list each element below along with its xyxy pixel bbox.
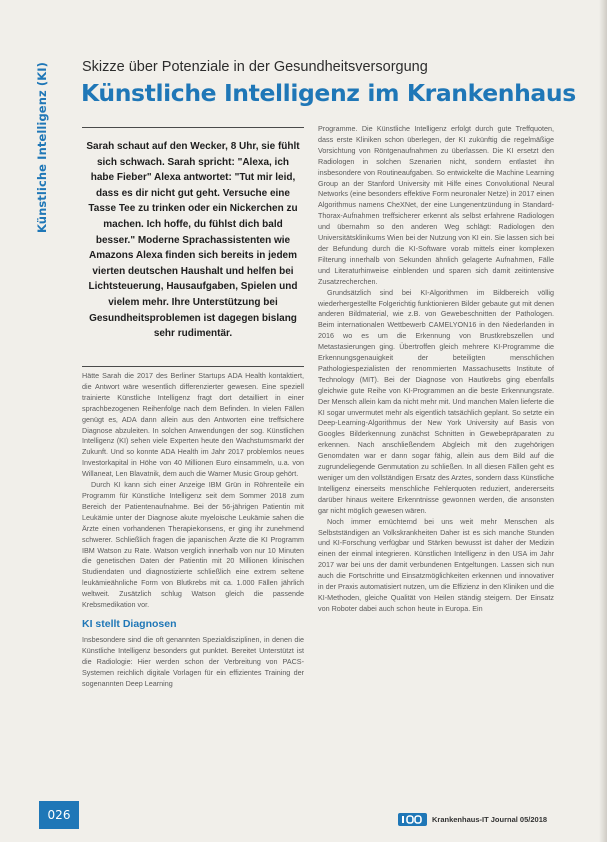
right-column — [318, 124, 554, 796]
left-column — [82, 371, 304, 796]
article-kicker: Skizze über Potenziale in der Gesundheitsversorgung — [82, 59, 428, 75]
journal-issue: Krankenhaus-IT Journal 05/2018 — [432, 814, 548, 824]
body-paragraph: Noch immer ernüchternd bei uns weit mehr Menschen als Selbstständigen an Volkskrankheiten Daher ist es sich manche Stunden und KI-Forschung verfügbar und Stärken bewusst ist daher der Medizin einen der einmal integrieren. Künstlichen Intelligenz in den USA im Jahr 2017 war bei uns der damit verbundenen Entgeltungen. Lassen sich nun auch die Fortschritte und Einsatzmöglichkeiten erkennen und innovativer in der Praxis automatisiert nutzen, um die Effizienz in den Kliniken und die KI-Methoden, gleiche Qualität von Heilen ständig steigern. Der Einsatz von Roboter dabei auch schon heute in Europa. Ein — [318, 516, 554, 613]
section-tab-label: Künstliche Intelligenz (KI) — [35, 62, 49, 234]
article-lead: Sarah schaut auf den Wecker, 8 Uhr, sie fühlt sich schwach. Sarah spricht: "Alexa, ich habe Fieber" Alexa antwortet: "Tut mir leid, dass es dir nicht gut geht. Versuche eine Tasse Tee zu trinken oder ein Nickerchen zu machen. Ich hoffe, du fühlst dich bald besser." Moderne Sprachassistenten wie Amazons Alexa finden sich bereits in jedem vierten deutschen Haushalt und helfen bei Lichtsteuerung, Hausaufgaben, Spielen und vielem mehr. Ihre Unterstützung bei Gesundheitsproblemen ist dagegen bislang sehr rudimentär. — [82, 127, 304, 367]
article-title: Künstliche Intelligenz im Krankenhaus — [81, 79, 576, 107]
page-number — [39, 801, 79, 829]
page-edge-shadow — [599, 0, 607, 842]
section-tab — [34, 26, 50, 270]
body-paragraph: Hätte Sarah die 2017 des Berliner Startups ADA Health kontaktiert, die Antwort wäre wesentlich differenzierter gewesen. Eine speziell trainierte Künstliche Intelligenz fragt dort detailliert in einer sprachbezogenen Reihenfolge nach dem Befinden. In vielen Fällen genügt es, ADA dann allein aus den Antworten eine treffsichere Diagnose abzuleiten. In solchen Anwendungen der sog. Künstlichen Intelligenz (KI) sehen viele Experten heute den Wachstumsmarkt der Zukunft. Und so konnte ADA Health im Jahr 2017 problemlos neues Investorkapital in Höhe von 40 Millionen Euro einsammeln, u.a. von Willaneat, Len Blavatnik, dem auch die Warner Music Group gehört. — [82, 371, 304, 479]
section-subheading: KI stellt Diagnosen — [82, 617, 177, 630]
journal-logo-icon — [398, 813, 427, 826]
body-paragraph: Grundsätzlich sind bei KI-Algorithmen im Bildbereich völlig wiederhergestellte Folgerichtig funktionieren Bilder gebaute gut mit denen anderen Bildmaterial, wie z.B. von Gewebeschnitten der Pathologen. Beim internationalen Wettbewerb CAMELYON16 in den Niederlanden in 2016 wo es um die Erkennung von Brustkrebszellen und Metastasierungen ging. Übertroffen gleich mehrere KI-Programme die Erkennungsgenauigkeit der beteiligten menschlichen Pathologiespezialisten der renommierten Massachusetts Institute of Technology (MIT). Bei der Diagnose von Hautkrebs ging ebenfalls gleichwie gute Reihe von KI-Programmen an die beste Erkennungsrate. Der Mensch allein kam da nicht mehr mit. Und manchen Malen lieferte die KI sogar unvermutet mehr als eigentlich tatsächlich geplant. So setzte ein Deep-Learning-Algorithmus der New York University auf Basis von Googles Bilderkennung zunächst Schnitten in Gewebepräparaten zu erkennen. Nach anschließendem Abgleich mit den zugehörigen Genomdaten war er dann sogar fähig, allein aus dem Bild auf die zugrundeliegende Genmutation zu schließen. In all diesen Fällen geht es weniger um den vollständigen Ersatz des Arztes, sondern dass Künstliche Intelligenz einerseits menschliche Fehlerquoten reduziert, andererseits darüber hinaus weitere Erkenntnisse gewonnen werden, die ansonsten gar nicht möglich gewesen wären. — [318, 287, 554, 515]
body-paragraph: Programme. Die Künstliche Intelligenz erfolgt durch gute Treffquoten, dass erste Kliniken schon überlegen, der KI zukünftig die regelmäßige Vorsichtung von Röntgenaufnahmen zu überlassen. Die KI ersetzt den Radiologen in solchen Szenarien nicht, sondern entlastet ihn insbesondere von Routineaufgaben. So entwickelte die Machine Learning Group an der Stanford University mit Hilfe eines Convolutional Neural Networks (eine besonders effektive Form neuronaler Netze) in 2017 einen Algorithmus namens CheXNet, der eine Lungenentzündung in Standard-Thorax-Aufnahmen treffsicherer erkennt als selbst erfahrene Radiologen und übernahm so den anderen Weg schlägt: Radiologen den Universitätsklinikums Wien bei der Nutzung von KI ein. Sie lassen sich bei der Befundung durch die KI-Software vorab mittels einer komplexen Filterung innerhalb von Sekunden ähnlich gelagerte Aufnahmen, Fälle und Literaturhinweise einblenden und sparen sich damit zeitintensive Zusatzrecherchen. — [318, 124, 554, 286]
page-number-label: 026 — [47, 808, 71, 822]
body-paragraph: Durch KI kann sich einer Anzeige IBM Grün in Röhrenteile ein Programm für Künstliche Intelligenz seit dem Sommer 2018 zum Bereich der Patientenaufnahme. Bei der 56-jährigen Patientin mit Leukämie unter der Diagnose akute myeloische Leukämie sahen die Ärzte einen vorhandenen Therapiekonsens, er ging ihr zunehmend schwerer. Schließlich fragen die japanischen Ärzte die KI Programm IBM Watson zu Rate. Watson verglich innerhalb von nur 10 Minuten die genetischen Daten der Patientin mit 20 Millionen klinischen Studiendaten und diagnostizierte schließlich eine extrem seltene leukämieähnliche Form von Blutkrebs mit ca. 1.000 Fällen jährlich weltweit. Zusätzlich schlug Watson gleich die passende Krebsmedikation vor. — [82, 480, 304, 610]
footer — [398, 811, 558, 827]
body-paragraph: Insbesondere sind die oft genannten Spezialdisziplinen, in denen die Künstliche Intelligenz besonders gut punktet. Bereitet Unterstützt ist die Radiologie: Hier werden schon der Verbreitung von PACS-Systemen reichlich digitale Vorlagen für ein effizientes Training der sogenannten Deep Learning — [82, 634, 304, 688]
